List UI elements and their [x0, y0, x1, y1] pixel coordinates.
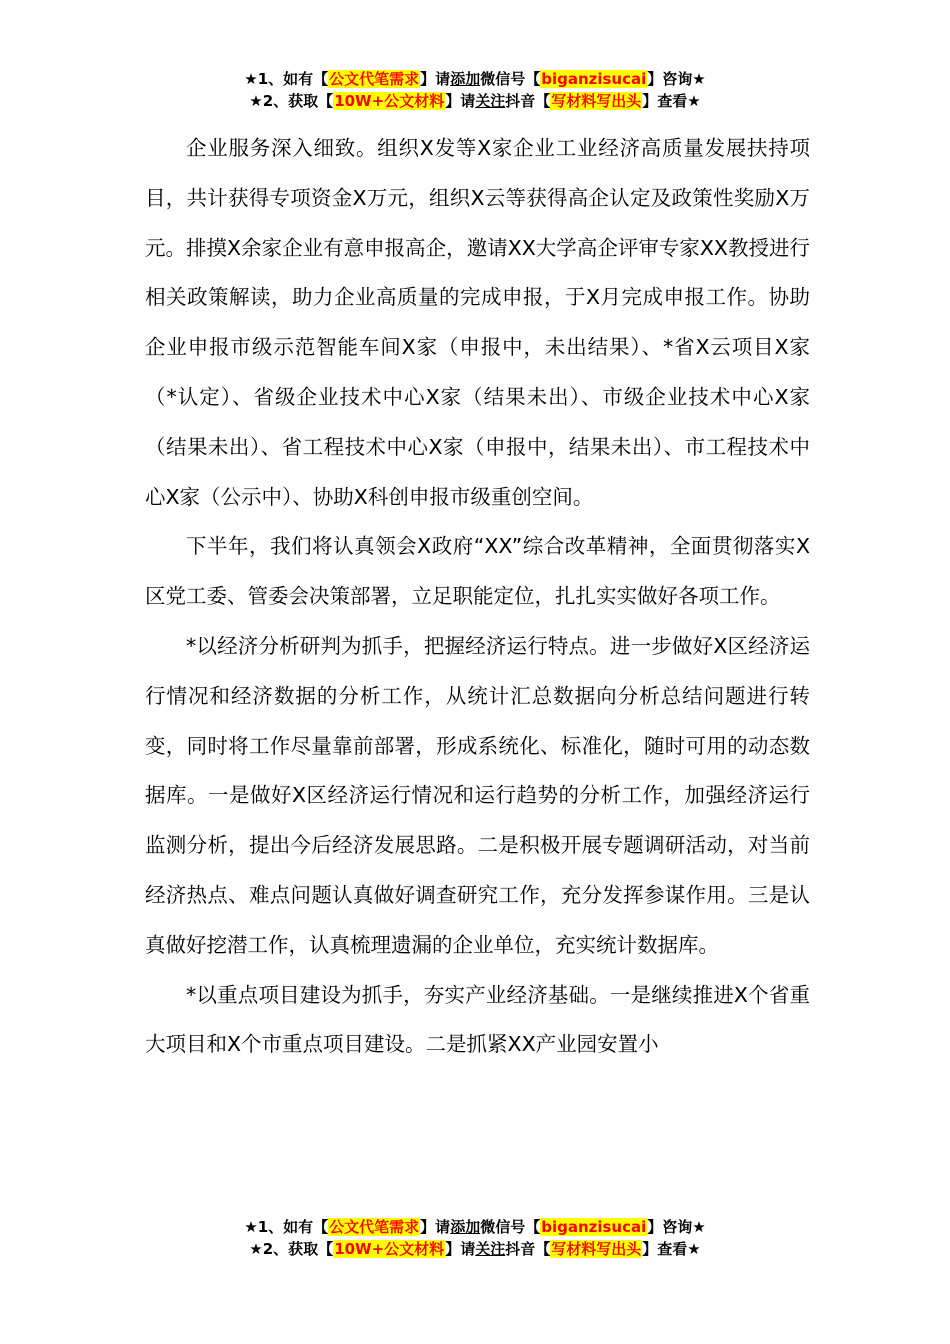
paragraph: *以重点项目建设为抓手，夯实产业经济基础。一是继续推进X个省重大项目和X个市重点项目建设。二是抓紧XX产业园安置小	[145, 982, 810, 1057]
header-banner	[0, 68, 950, 112]
wechat-id: biganzisucai	[541, 1218, 647, 1236]
banner-text: ★1、如有【	[244, 1218, 329, 1236]
douyin-account: 写材料写出头	[551, 92, 642, 110]
banner-line-1	[0, 68, 950, 90]
banner-line-2	[0, 90, 950, 112]
banner-text: 】查看★	[642, 92, 701, 110]
banner-underlined: 添加	[450, 70, 481, 88]
paragraph: *以经济分析研判为抓手，把握经济运行特点。进一步做好X区经济运行情况和经济数据的分析工作，从统计汇总数据向分析总结问题进行转变，同时将工作尽量靠前部署，形成系统化、标准化，随时可用的动态数据库。一是做好X区经济运行情况和运行趋势的分析工作，加强经济运行监测分析，提出今后经济发展思路。二是积极开展专题调研活动，对当前经济热点、难点问题认真做好调查研究工作，充分发挥参谋作用。三是认真做好挖潜工作，认真梳理遗漏的企业单位，充实统计数据库。	[145, 633, 810, 957]
banner-text: 抖音【	[505, 92, 551, 110]
banner-text: 微信号【	[480, 1218, 541, 1236]
banner-text: 】请	[445, 1240, 476, 1258]
douyin-account: 写材料写出头	[551, 1240, 642, 1258]
banner-text: 微信号【	[480, 70, 541, 88]
document-body	[145, 124, 810, 1070]
paragraph: 企业服务深入细致。组织X发等X家企业工业经济高质量发展扶持项目，共计获得专项资金X万元，组织X云等获得高企认定及政策性奖励X万元。排摸X余家企业有意申报高企，邀请XX大学高企评审专家XX教授进行相关政策解读，助力企业高质量的完成申报，于X月完成申报工作。协助企业申报市级示范智能车间X家（申报中，未出结果）、*省X云项目X家（*认定）、省级企业技术中心X家（结果未出）、市级企业技术中心X家（结果未出）、省工程技术中心X家（申报中，结果未出）、市工程技术中心X家（公示中）、协助X科创申报市级重创空间。	[145, 136, 810, 509]
banner-line-2	[0, 1238, 950, 1260]
banner-highlight: 10W+公文材料	[334, 92, 445, 110]
wechat-id: biganzisucai	[541, 70, 647, 88]
banner-text: 】查看★	[642, 1240, 701, 1258]
banner-text: 】请	[445, 92, 476, 110]
banner-text: 】咨询★	[647, 70, 706, 88]
banner-text: 】咨询★	[647, 1218, 706, 1236]
footer-banner	[0, 1216, 950, 1260]
paragraph: 下半年，我们将认真领会X政府“XX”综合改革精神，全面贯彻落实X区党工委、管委会决策部署，立足职能定位，扎扎实实做好各项工作。	[145, 534, 810, 609]
banner-highlight: 10W+公文材料	[334, 1240, 445, 1258]
banner-text: ★2、获取【	[249, 1240, 334, 1258]
banner-text: 】请	[420, 70, 451, 88]
banner-underlined: 关注	[475, 1240, 506, 1258]
banner-underlined: 添加	[450, 1218, 481, 1236]
banner-text: ★1、如有【	[244, 70, 329, 88]
banner-highlight: 公文代笔需求	[329, 1218, 420, 1236]
banner-text: 抖音【	[505, 1240, 551, 1258]
banner-underlined: 关注	[475, 92, 506, 110]
banner-text: ★2、获取【	[249, 92, 334, 110]
banner-highlight: 公文代笔需求	[329, 70, 420, 88]
banner-line-1	[0, 1216, 950, 1238]
banner-text: 】请	[420, 1218, 451, 1236]
